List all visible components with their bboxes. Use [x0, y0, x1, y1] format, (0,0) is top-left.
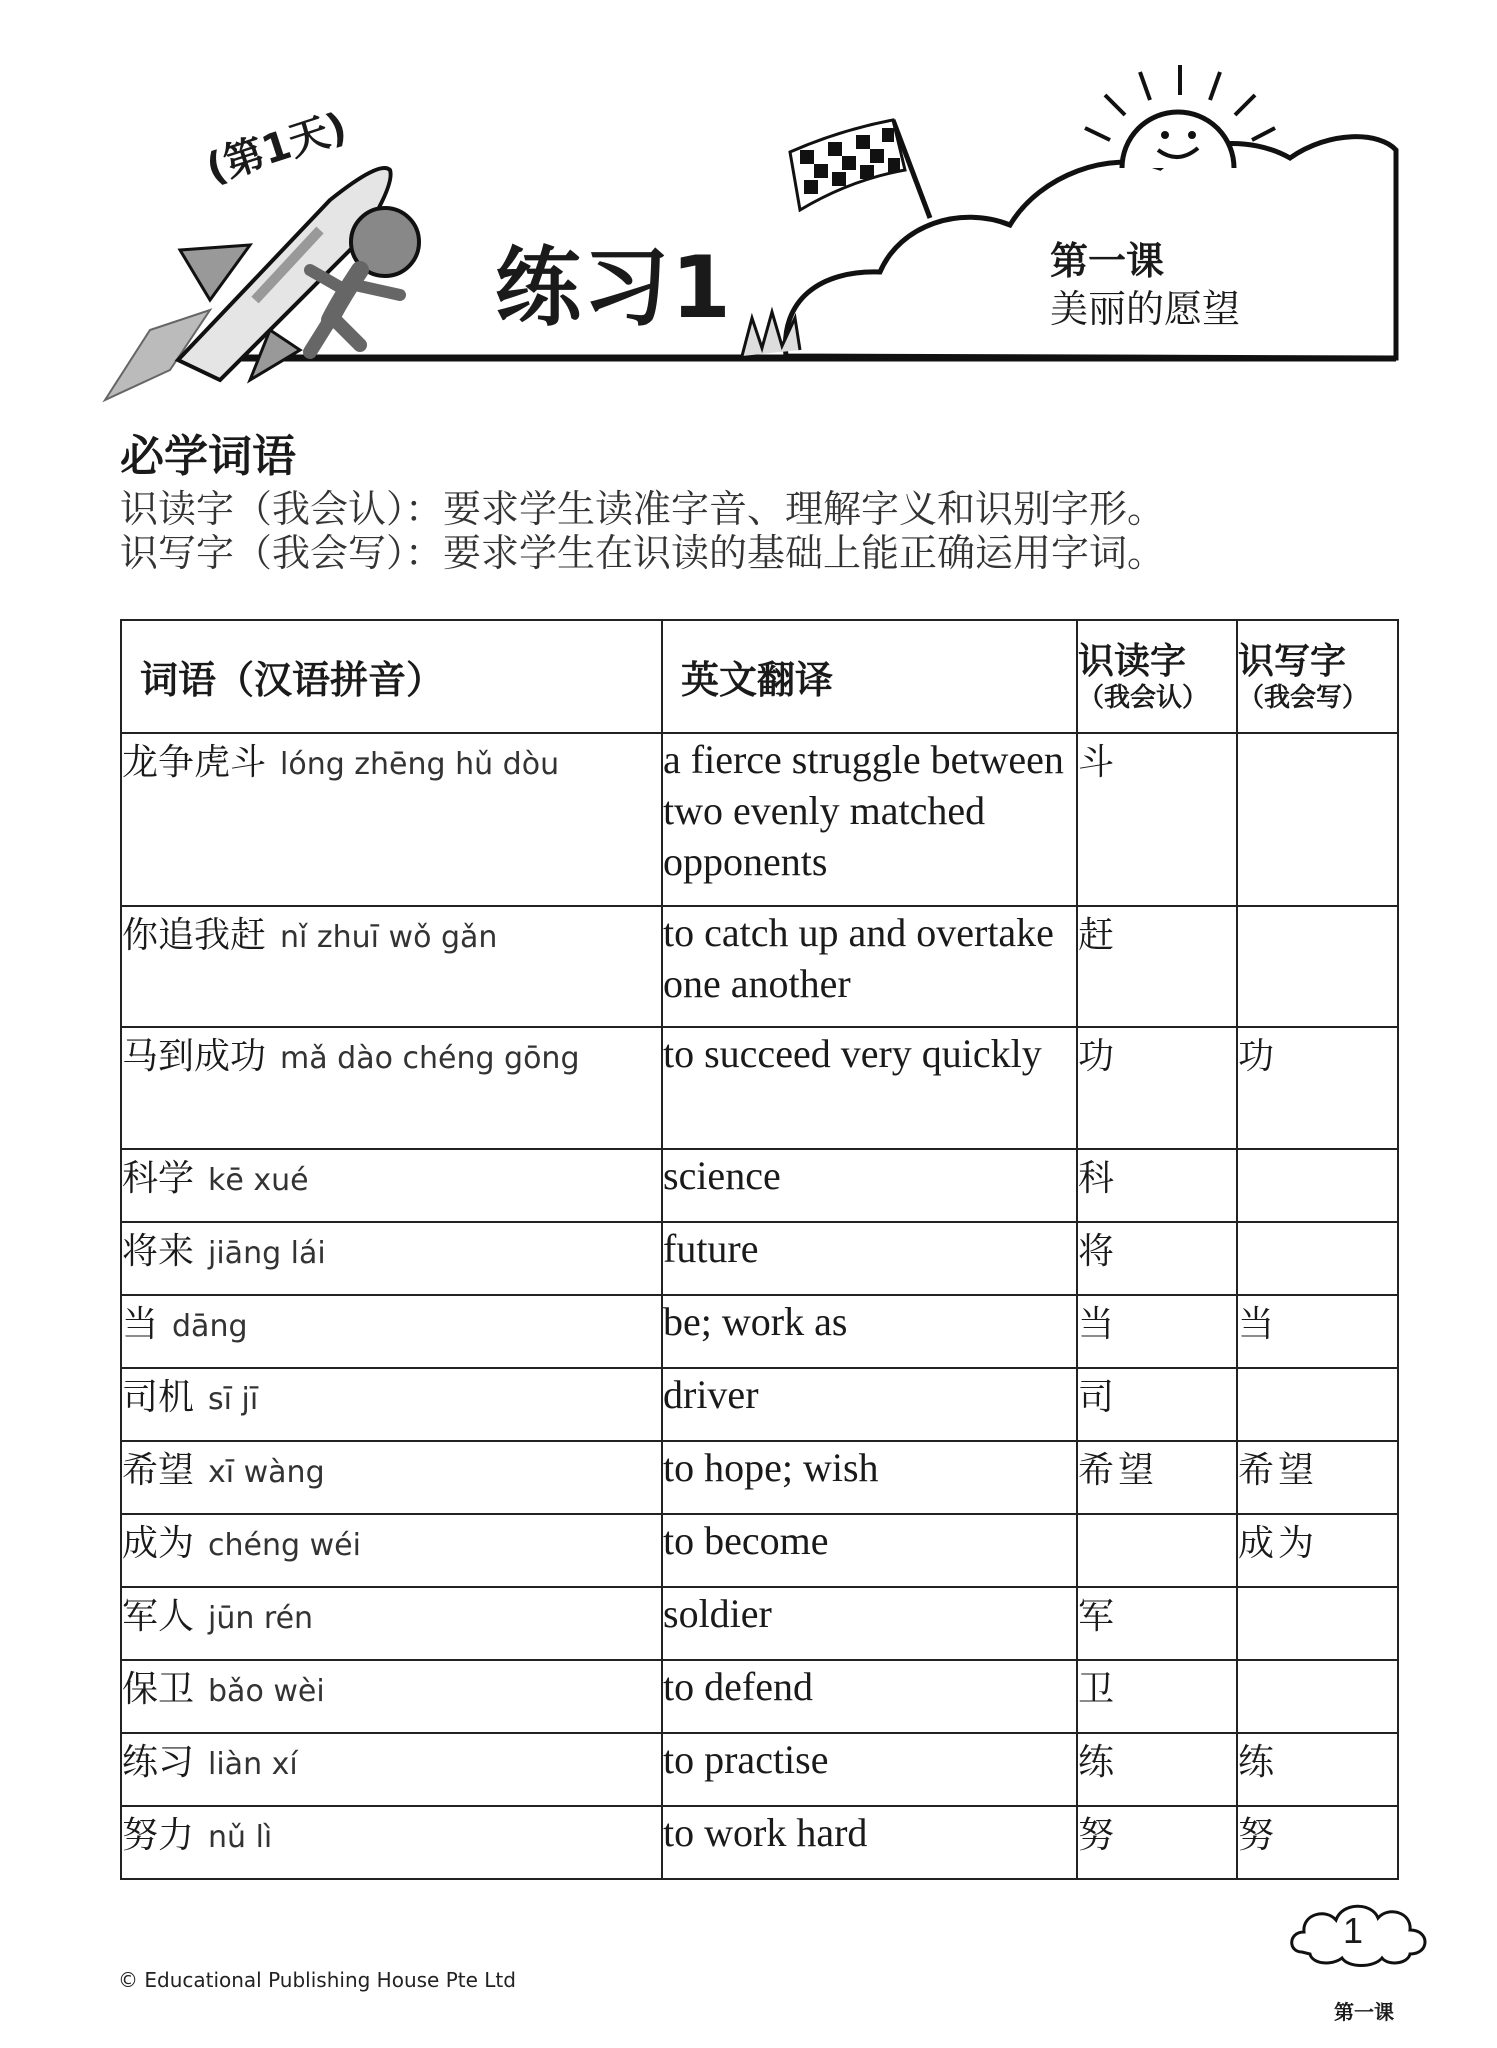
table-row [121, 1733, 1398, 1806]
table-row [121, 1027, 1398, 1149]
table-row [121, 1514, 1398, 1587]
write-char-cell [1237, 733, 1398, 906]
word-hanzi: 当 [122, 1304, 159, 1345]
write-char-cell: 成为 [1237, 1514, 1398, 1587]
english-cell: to work hard [662, 1806, 1077, 1879]
read-char-cell: 将 [1077, 1222, 1237, 1295]
exercise-title: 练习1 [495, 238, 733, 338]
read-char-cell: 军 [1077, 1587, 1237, 1660]
word-hanzi: 练习 [122, 1742, 195, 1783]
word-hanzi: 努力 [122, 1815, 195, 1856]
word-pinyin: liàn xí [208, 1747, 298, 1782]
english-cell: to defend [662, 1660, 1077, 1733]
word-hanzi: 希望 [122, 1450, 195, 1491]
table-row [121, 1368, 1398, 1441]
word-cell [121, 1514, 662, 1587]
table-row [121, 1149, 1398, 1222]
header-read [1077, 620, 1237, 733]
write-char-cell [1237, 1149, 1398, 1222]
english-cell: a fierce struggle between two evenly matched opponents [662, 733, 1077, 906]
write-char-cell: 努 [1237, 1806, 1398, 1879]
write-char-cell: 当 [1237, 1295, 1398, 1368]
header-read-sublabel: （我会认） [1078, 682, 1209, 713]
read-char-cell: 希望 [1077, 1441, 1237, 1514]
header-word-label: 词语（汉语拼音） [140, 658, 445, 702]
word-cell [121, 1222, 662, 1295]
read-char-cell: 练 [1077, 1733, 1237, 1806]
word-pinyin: nǐ zhuī wǒ gǎn [280, 920, 498, 955]
banner-illustration [0, 0, 1497, 420]
table-row [121, 1222, 1398, 1295]
copyright-notice: © Educational Publishing House Pte Ltd [118, 1968, 516, 1992]
section-heading: 必学词语 [120, 431, 296, 482]
header-write-sublabel: （我会写） [1238, 682, 1369, 713]
english-cell: be; work as [662, 1295, 1077, 1368]
word-hanzi: 龙争虎斗 [122, 742, 267, 783]
word-cell [121, 1587, 662, 1660]
table-header-row [121, 620, 1398, 733]
write-char-cell [1237, 906, 1398, 1027]
header-read-label: 识读字 [1078, 640, 1187, 682]
word-cell [121, 1733, 662, 1806]
read-char-cell: 司 [1077, 1368, 1237, 1441]
word-hanzi: 军人 [122, 1596, 195, 1637]
write-char-cell: 功 [1237, 1027, 1398, 1149]
word-cell [121, 733, 662, 906]
english-cell: to become [662, 1514, 1077, 1587]
word-hanzi: 科学 [122, 1158, 195, 1199]
word-cell [121, 1441, 662, 1514]
header-english [662, 620, 1077, 733]
word-hanzi: 保卫 [122, 1669, 195, 1710]
word-cell [121, 1806, 662, 1879]
word-cell [121, 1027, 662, 1149]
header-word [121, 620, 662, 733]
english-cell: soldier [662, 1587, 1077, 1660]
english-cell: science [662, 1149, 1077, 1222]
table-row [121, 733, 1398, 906]
write-char-cell: 练 [1237, 1733, 1398, 1806]
english-cell: to practise [662, 1733, 1077, 1806]
table-row [121, 1587, 1398, 1660]
word-cell [121, 1368, 662, 1441]
read-char-cell: 当 [1077, 1295, 1237, 1368]
header-write-label: 识写字 [1238, 640, 1347, 682]
read-char-cell: 卫 [1077, 1660, 1237, 1733]
read-char-cell: 斗 [1077, 733, 1237, 906]
page-banner [0, 0, 1497, 420]
footer-lesson-label: 第一课 [1334, 2000, 1394, 2024]
word-pinyin: bǎo wèi [208, 1674, 325, 1709]
header-write [1237, 620, 1398, 733]
english-cell: future [662, 1222, 1077, 1295]
word-pinyin: jūn rén [208, 1601, 314, 1636]
instruction-write: 识写字（我会写）：要求学生在识读的基础上能正确运用字词。 [120, 531, 1166, 575]
word-hanzi: 成为 [122, 1523, 195, 1564]
word-cell [121, 906, 662, 1027]
read-char-cell: 赶 [1077, 906, 1237, 1027]
table-row [121, 1806, 1398, 1879]
write-char-cell [1237, 1660, 1398, 1733]
word-pinyin: jiāng lái [208, 1236, 326, 1271]
page-number: 1 [1343, 1910, 1364, 1951]
write-char-cell [1237, 1368, 1398, 1441]
word-pinyin: nǔ lì [208, 1820, 273, 1855]
word-hanzi: 司机 [122, 1377, 195, 1418]
lesson-title: 美丽的愿望 [1050, 287, 1241, 331]
write-char-cell [1237, 1222, 1398, 1295]
word-cell [121, 1149, 662, 1222]
instruction-read: 识读字（我会认）：要求学生读准字音、理解字义和识别字形。 [120, 487, 1166, 531]
word-pinyin: dāng [172, 1309, 248, 1344]
english-cell: to catch up and overtake one another [662, 906, 1077, 1027]
word-pinyin: lóng zhēng hǔ dòu [280, 747, 560, 782]
table-row [121, 1660, 1398, 1733]
word-hanzi: 将来 [122, 1231, 195, 1272]
english-cell: driver [662, 1368, 1077, 1441]
read-char-cell: 努 [1077, 1806, 1237, 1879]
word-pinyin: xī wàng [208, 1455, 325, 1490]
word-pinyin: chéng wéi [208, 1528, 361, 1563]
read-char-cell: 功 [1077, 1027, 1237, 1149]
table-row [121, 1441, 1398, 1514]
english-cell: to succeed very quickly [662, 1027, 1077, 1149]
word-cell [121, 1295, 662, 1368]
table-row [121, 906, 1398, 1027]
word-cell [121, 1660, 662, 1733]
checkered-flag-icon [790, 120, 930, 218]
read-char-cell: 科 [1077, 1149, 1237, 1222]
header-english-label: 英文翻译 [681, 658, 834, 702]
word-hanzi: 你追我赶 [122, 915, 267, 956]
word-hanzi: 马到成功 [122, 1036, 267, 1077]
write-char-cell: 希望 [1237, 1441, 1398, 1514]
vocabulary-table [120, 619, 1399, 1880]
write-char-cell [1237, 1587, 1398, 1660]
table-row [121, 1295, 1398, 1368]
english-cell: to hope; wish [662, 1441, 1077, 1514]
lesson-number: 第一课 [1050, 239, 1165, 283]
word-pinyin: sī jī [208, 1382, 259, 1417]
word-pinyin: mǎ dào chéng gōng [280, 1041, 580, 1076]
day-label: (第1天) [200, 103, 353, 193]
read-char-cell [1077, 1514, 1237, 1587]
word-pinyin: kē xué [208, 1163, 309, 1198]
